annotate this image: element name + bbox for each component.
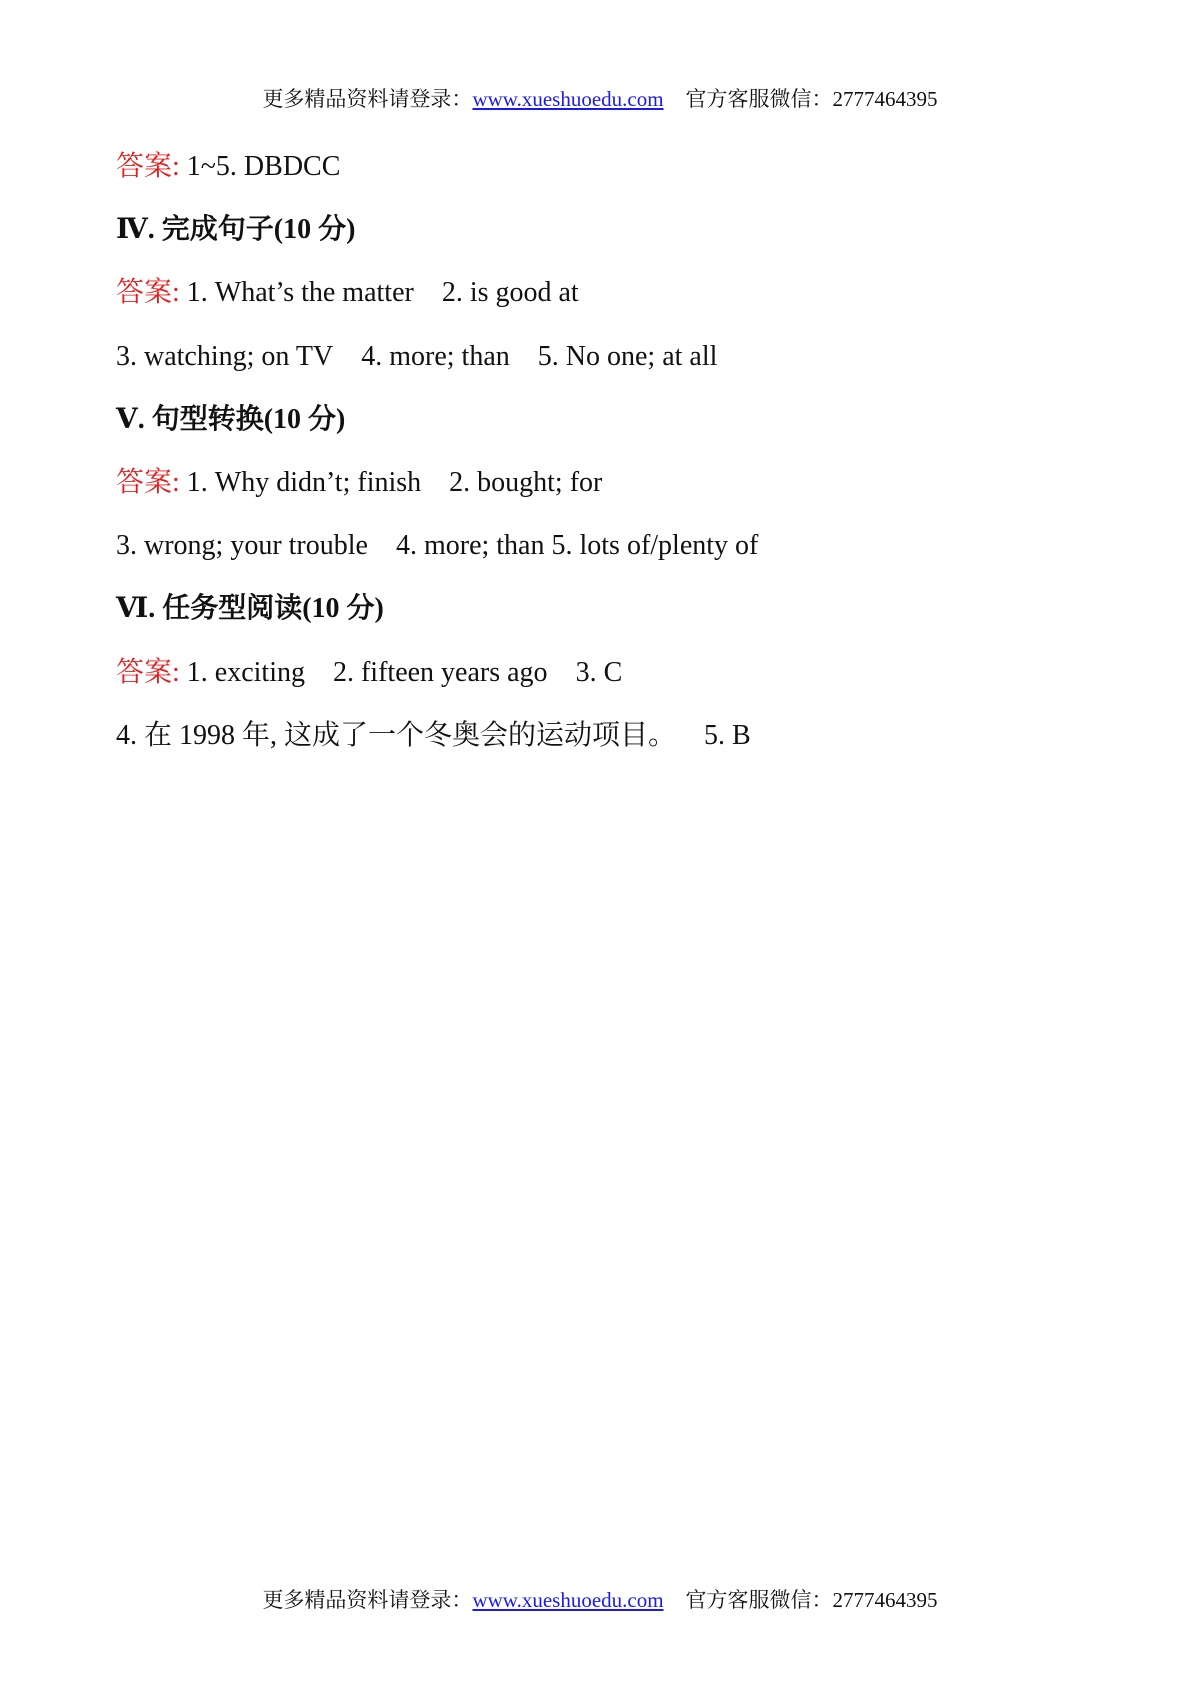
page-header (0, 86, 1200, 112)
answer-content (116, 152, 1116, 784)
footer-contact: 官方客服微信：2777464395 (685, 1588, 938, 1612)
answer-text: 4. 在 1998 年, 这成了一个冬奥会的运动项目。 (116, 719, 677, 751)
answer-text: 2. fifteen years ago (332, 656, 548, 688)
answer-line-section-3 (116, 152, 1116, 215)
answer-label: 答案: (116, 277, 180, 309)
section-heading-5: Ⅴ. 句型转换(10 分) (116, 403, 346, 435)
footer-prefix: 更多精品资料请登录： (262, 1588, 473, 1612)
footer-site-link[interactable]: www.xueshuoedu.com (472, 1588, 664, 1612)
answer-text: 3. watching; on TV (116, 340, 334, 372)
answer-line-section-5a (116, 468, 1116, 531)
answer-label: 答案: (116, 151, 180, 182)
answer-text: 4. more; than 5. lots of/plenty of (395, 530, 759, 562)
answer-text: 4. more; than (361, 340, 510, 372)
section-heading-6: Ⅵ. 任务型阅读(10 分) (116, 593, 384, 625)
answer-line-section-4b (116, 342, 1116, 405)
section-heading-4: Ⅳ. 完成句子(10 分) (116, 214, 356, 246)
answer-line-section-6a (116, 658, 1116, 721)
answer-line-section-6b (116, 721, 1116, 784)
answer-text: 5. B (704, 719, 751, 751)
page-footer (0, 1587, 1200, 1613)
answer-text: 1~5. DBDCC (179, 151, 341, 182)
answer-line-section-4a (116, 278, 1116, 341)
answer-text: 3. C (575, 656, 623, 688)
answer-label: 答案: (116, 656, 180, 688)
answer-label: 答案: (116, 466, 180, 498)
header-contact: 官方客服微信：2777464395 (685, 87, 938, 111)
answer-text: 2. bought; for (449, 466, 603, 498)
answer-text: 2. is good at (441, 277, 579, 309)
answer-line-section-5b (116, 531, 1116, 594)
answer-text: 5. No one; at all (537, 340, 718, 372)
header-site-link[interactable]: www.xueshuoedu.com (472, 87, 664, 111)
answer-text: 3. wrong; your trouble (116, 530, 368, 562)
answer-text: 1. Why didn’t; finish (179, 466, 422, 498)
header-prefix: 更多精品资料请登录： (262, 87, 473, 111)
answer-text: 1. What’s the matter (179, 277, 414, 309)
answer-text: 1. exciting (179, 656, 305, 688)
